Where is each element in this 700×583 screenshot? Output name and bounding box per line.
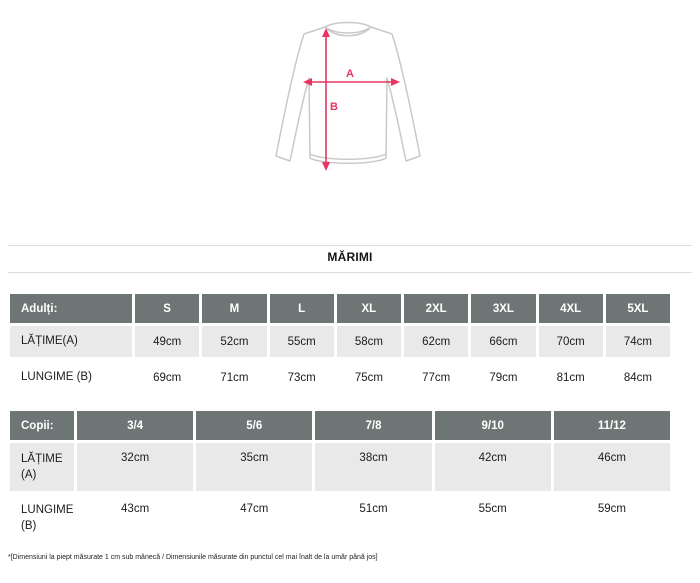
- size-value-cell: 38cm: [315, 443, 431, 491]
- size-value-cell: 75cm: [337, 360, 401, 395]
- size-value-cell: 71cm: [202, 360, 266, 395]
- size-value-cell: 66cm: [471, 326, 535, 357]
- size-value-cell: 32cm: [77, 443, 193, 491]
- measurement-row-label: LUNGIME (B): [10, 360, 132, 395]
- size-column-header: L: [270, 294, 334, 323]
- size-value-cell: 81cm: [539, 360, 603, 395]
- children-table-title: Copii:: [10, 411, 74, 440]
- size-value-cell: 74cm: [606, 326, 670, 357]
- size-value-cell: 77cm: [404, 360, 468, 395]
- size-column-header: 3XL: [471, 294, 535, 323]
- size-value-cell: 69cm: [135, 360, 199, 395]
- size-value-cell: 58cm: [337, 326, 401, 357]
- size-column-header: 5/6: [196, 411, 312, 440]
- shirt-diagram-svg: [246, 10, 450, 190]
- adults-size-table: [10, 294, 670, 395]
- size-value-cell: 35cm: [196, 443, 312, 491]
- children-size-table: [10, 411, 670, 539]
- size-column-header: 5XL: [606, 294, 670, 323]
- size-column-header: 11/12: [554, 411, 670, 440]
- size-value-cell: 70cm: [539, 326, 603, 357]
- size-column-header: 3/4: [77, 411, 193, 440]
- size-value-cell: 51cm: [315, 494, 431, 539]
- size-column-header: M: [202, 294, 266, 323]
- divider-top: [8, 245, 692, 246]
- size-value-cell: 52cm: [202, 326, 266, 357]
- size-value-cell: 43cm: [77, 494, 193, 539]
- measurement-row-label: LĂȚIME (A): [10, 443, 74, 491]
- size-column-header: S: [135, 294, 199, 323]
- size-value-cell: 47cm: [196, 494, 312, 539]
- size-value-cell: 79cm: [471, 360, 535, 395]
- adults-table-title: Adulți:: [10, 294, 132, 323]
- size-column-header: 9/10: [435, 411, 551, 440]
- width-arrow-label: A: [346, 68, 354, 80]
- measurement-row-label: LUNGIME (B): [10, 494, 74, 539]
- size-column-header: 4XL: [539, 294, 603, 323]
- divider-bottom: [8, 272, 692, 273]
- measurement-row-label: LĂȚIME(A): [10, 326, 132, 357]
- size-column-header: XL: [337, 294, 401, 323]
- page-title: MĂRIMI: [327, 250, 373, 264]
- shirt-measurement-diagram: [246, 10, 450, 190]
- size-value-cell: 59cm: [554, 494, 670, 539]
- size-value-cell: 84cm: [606, 360, 670, 395]
- size-column-header: 7/8: [315, 411, 431, 440]
- shirt-outline: [276, 23, 420, 164]
- size-column-header: 2XL: [404, 294, 468, 323]
- size-value-cell: 42cm: [435, 443, 551, 491]
- size-value-cell: 73cm: [270, 360, 334, 395]
- size-value-cell: 55cm: [270, 326, 334, 357]
- length-arrow-label: B: [330, 101, 338, 113]
- measurement-footnote: *[Dimensiuni la piept măsurate 1 cm sub mânecă / Dimensiunile măsurate din punctul cel mai înalt de la umăr până jos]: [8, 554, 378, 561]
- size-value-cell: 62cm: [404, 326, 468, 357]
- size-value-cell: 46cm: [554, 443, 670, 491]
- size-value-cell: 49cm: [135, 326, 199, 357]
- size-value-cell: 55cm: [435, 494, 551, 539]
